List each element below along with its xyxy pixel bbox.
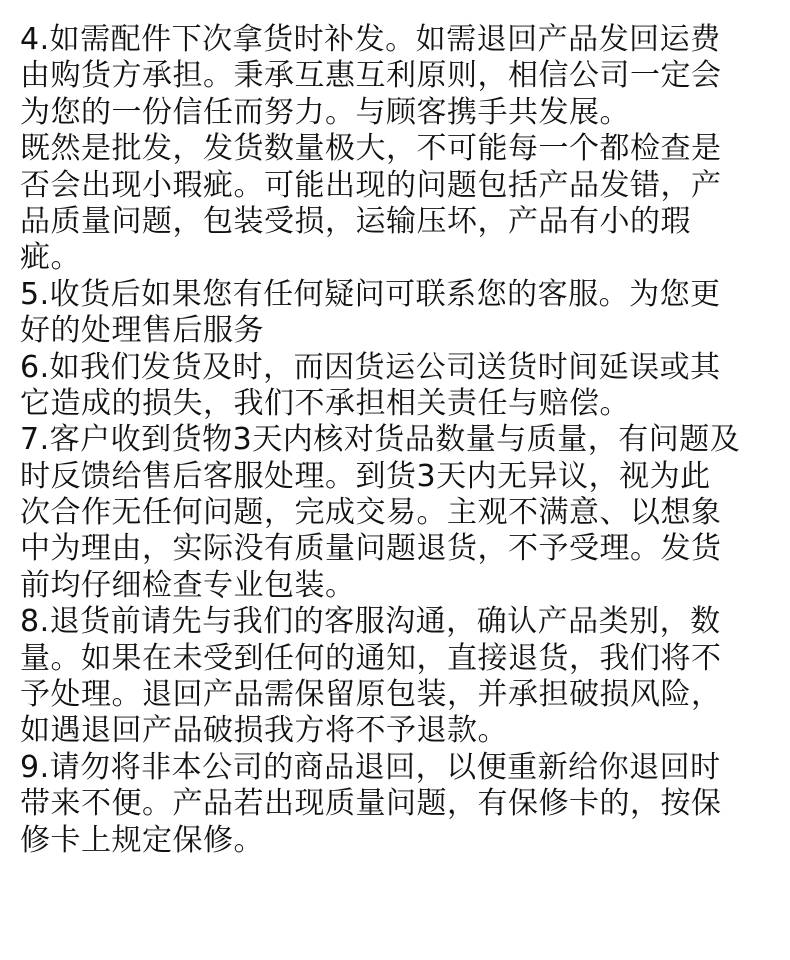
text-line: 带来不便。产品若出现质量问题，有保修卡的，按保	[20, 786, 722, 822]
text-line: 如遇退回产品破损我方将不予退款。	[20, 713, 508, 749]
text-line: 既然是批发，发货数量极大，不可能每一个都检查是	[20, 131, 722, 167]
text-line: 5.收货后如果您有任何疑问可联系您的客服。为您更	[20, 276, 721, 312]
text-line: 前均仔细检查专业包装。	[20, 567, 356, 603]
text-line: 好的处理售后服务	[20, 313, 264, 349]
text-line: 修卡上规定保修。	[20, 822, 264, 858]
text-line: 9.请勿将非本公司的商品退回，以便重新给你退回时	[20, 749, 721, 785]
text-line: 量。如果在未受到任何的通知，直接退货，我们将不	[20, 640, 722, 676]
policy-text-block	[0, 22, 790, 859]
text-line: 中为理由，实际没有质量问题退货，不予受理。发货	[20, 531, 722, 567]
text-line: 6.如我们发货及时，而因货运公司送货时间延误或其	[20, 349, 721, 385]
text-line: 4.如需配件下次拿货时补发。如需退回产品发回运费	[20, 22, 721, 57]
text-line: 否会出现小瑕疵。可能出现的问题包括产品发错，产	[20, 167, 722, 203]
text-line: 7.客户收到货物3天内核对货品数量与质量，有问题及	[20, 422, 741, 458]
text-line: 品质量问题，包装受损，运输压坏，产品有小的瑕	[20, 203, 691, 239]
text-line: 为您的一份信任而努力。与顾客携手共发展。	[20, 94, 630, 130]
text-line: 由购货方承担。秉承互惠互利原则，相信公司一定会	[20, 58, 722, 94]
text-line: 次合作无任何问题，完成交易。主观不满意、以想象	[20, 495, 722, 531]
text-line: 疵。	[20, 240, 81, 276]
text-line: 它造成的损失，我们不承担相关责任与赔偿。	[20, 385, 630, 421]
text-line: 时反馈给售后客服处理。到货3天内无异议，视为此	[20, 458, 711, 494]
text-line: 8.退货前请先与我们的客服沟通，确认产品类别，数	[20, 604, 721, 640]
text-line: 予处理。退回产品需保留原包装，并承担破损风险，	[20, 677, 722, 713]
